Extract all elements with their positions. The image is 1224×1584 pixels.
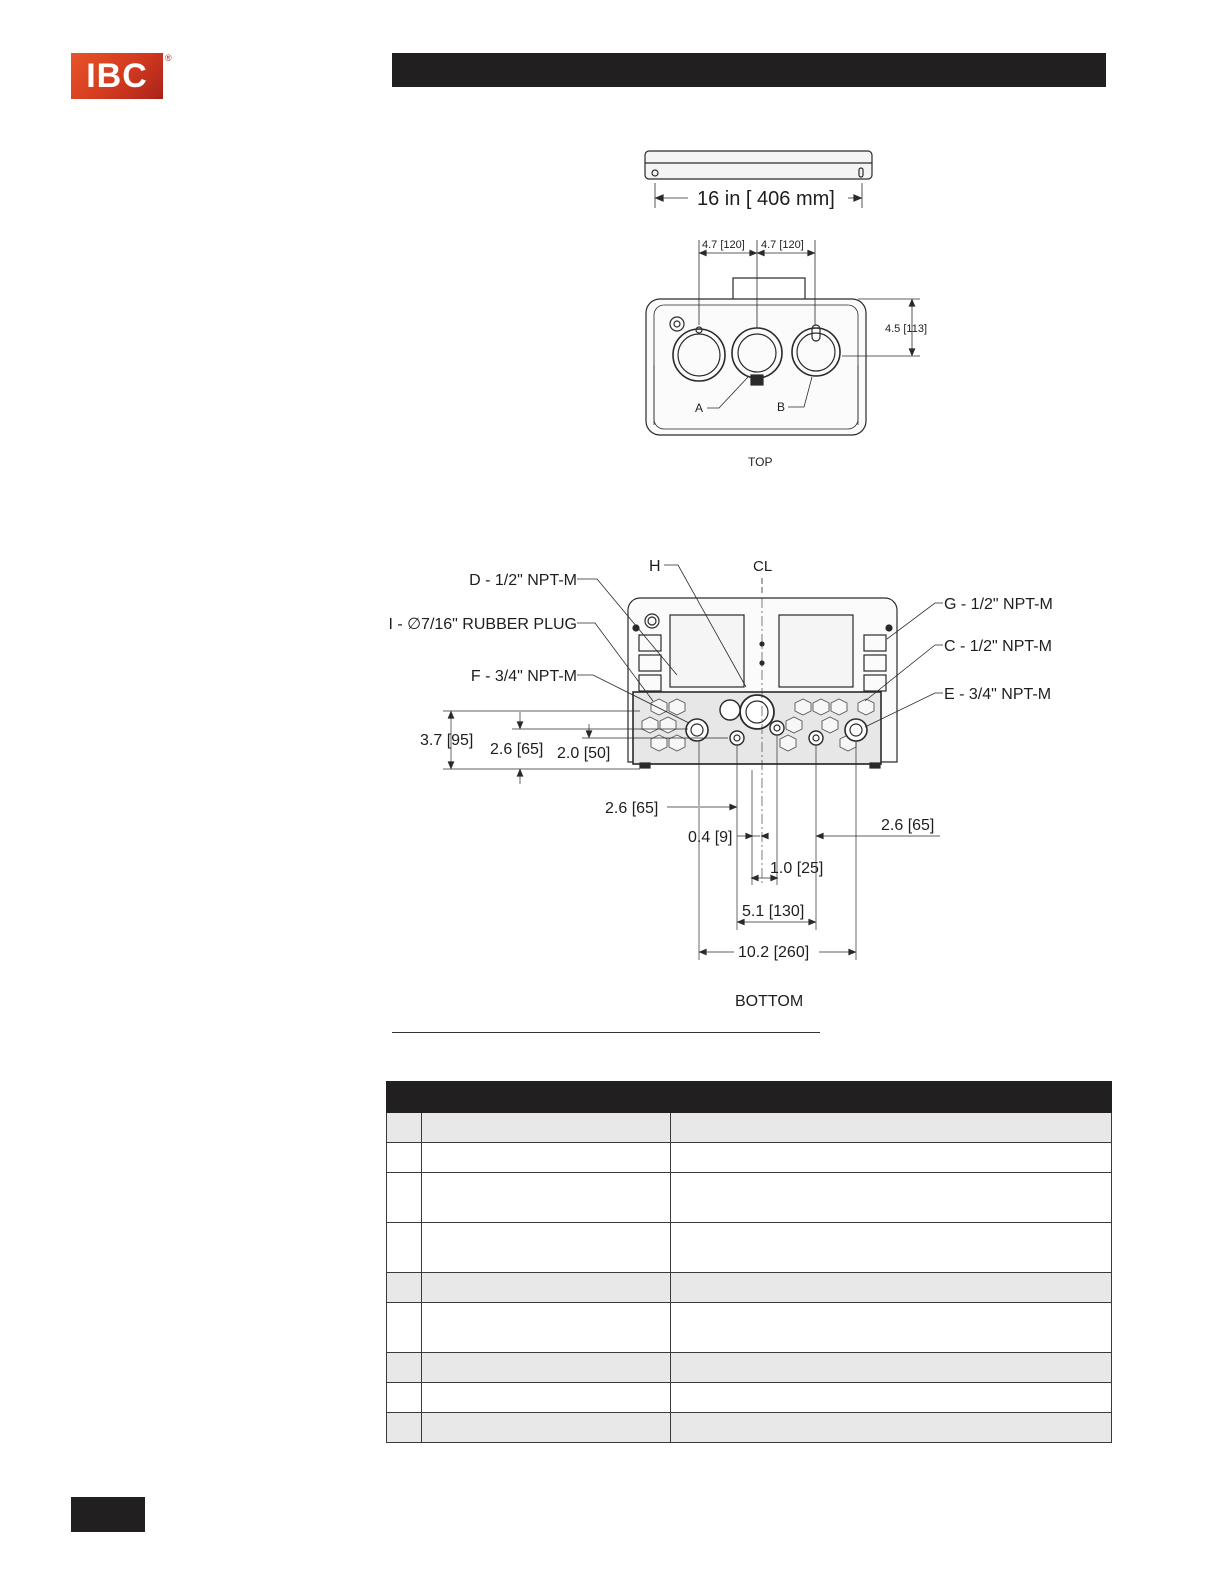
centerline-symbol: CL: [753, 558, 773, 575]
table-row: [387, 1353, 1112, 1383]
table-cell: [422, 1383, 671, 1413]
table-header-cell: [422, 1082, 671, 1113]
table-cell: [422, 1273, 671, 1303]
table-cell: [671, 1113, 1112, 1143]
section-divider: [392, 1032, 820, 1033]
table-cell: [387, 1113, 422, 1143]
table-cell: [387, 1413, 422, 1443]
callout-i: I - ∅7/16" RUBBER PLUG: [388, 616, 577, 633]
table-cell: [422, 1113, 671, 1143]
table-cell: [671, 1143, 1112, 1173]
callout-f: F - 3/4" NPT-M: [470, 668, 577, 685]
callout-e: E - 3/4" NPT-M: [944, 686, 1052, 703]
table-cell: [387, 1273, 422, 1303]
table-row: [387, 1383, 1112, 1413]
dimension-2-6-bottom: 2.6 [65]: [605, 800, 659, 817]
table-header-row: [387, 1082, 1112, 1113]
top-spacing-dimension-1: 4.7 [120]: [702, 239, 745, 251]
table-row: [387, 1303, 1112, 1353]
top-label-b: B: [777, 400, 786, 414]
table-cell: [671, 1383, 1112, 1413]
dimension-2-6-right: 2.6 [65]: [881, 817, 935, 834]
callout-d: D - 1/2" NPT-M: [469, 572, 577, 589]
logo-text: IBC: [86, 56, 148, 95]
registered-mark: ®: [165, 53, 172, 63]
page-number-box: [71, 1497, 145, 1532]
table-cell: [422, 1303, 671, 1353]
table-row: [387, 1223, 1112, 1273]
top-width-dimension: 16 in [ 406 mm]: [697, 188, 835, 210]
dimension-3-7: 3.7 [95]: [420, 732, 474, 749]
table-cell: [387, 1353, 422, 1383]
table-cell: [422, 1173, 671, 1223]
table-cell: [422, 1143, 671, 1173]
bottom-label-h: H: [649, 558, 661, 575]
dimension-5-1: 5.1 [130]: [742, 903, 805, 920]
table-cell: [671, 1173, 1112, 1223]
top-spacing-dimension-2: 4.7 [120]: [761, 239, 804, 251]
dimension-2-6-left: 2.6 [65]: [490, 741, 544, 758]
table-cell: [671, 1353, 1112, 1383]
table-cell: [387, 1143, 422, 1173]
callout-g: G - 1/2" NPT-M: [944, 596, 1053, 613]
top-view-title: TOP: [748, 455, 773, 469]
table-header-cell: [387, 1082, 422, 1113]
dimension-1-0: 1.0 [25]: [770, 860, 824, 877]
table-cell: [387, 1303, 422, 1353]
table-cell: [387, 1383, 422, 1413]
dimension-10-2: 10.2 [260]: [738, 944, 810, 961]
top-height-dimension: 4.5 [113]: [885, 323, 927, 335]
table-cell: [387, 1223, 422, 1273]
table-cell: [671, 1223, 1112, 1273]
table-cell: [671, 1273, 1112, 1303]
bottom-view-title: BOTTOM: [735, 993, 804, 1010]
table-row: [387, 1113, 1112, 1143]
connections-table: [386, 1081, 1112, 1443]
table-cell: [671, 1303, 1112, 1353]
callout-c: C - 1/2" NPT-M: [944, 638, 1052, 655]
dimension-2-0: 2.0 [50]: [557, 745, 611, 762]
table-row: [387, 1273, 1112, 1303]
table-cell: [422, 1223, 671, 1273]
dimension-0-4: 0.4 [9]: [688, 829, 733, 846]
top-label-a: A: [695, 401, 704, 415]
table-cell: [671, 1413, 1112, 1443]
table-row: [387, 1413, 1112, 1443]
table-cell: [422, 1413, 671, 1443]
table-header-cell: [671, 1082, 1112, 1113]
table-row: [387, 1173, 1112, 1223]
table-cell: [387, 1173, 422, 1223]
table-row: [387, 1143, 1112, 1173]
table-cell: [422, 1353, 671, 1383]
